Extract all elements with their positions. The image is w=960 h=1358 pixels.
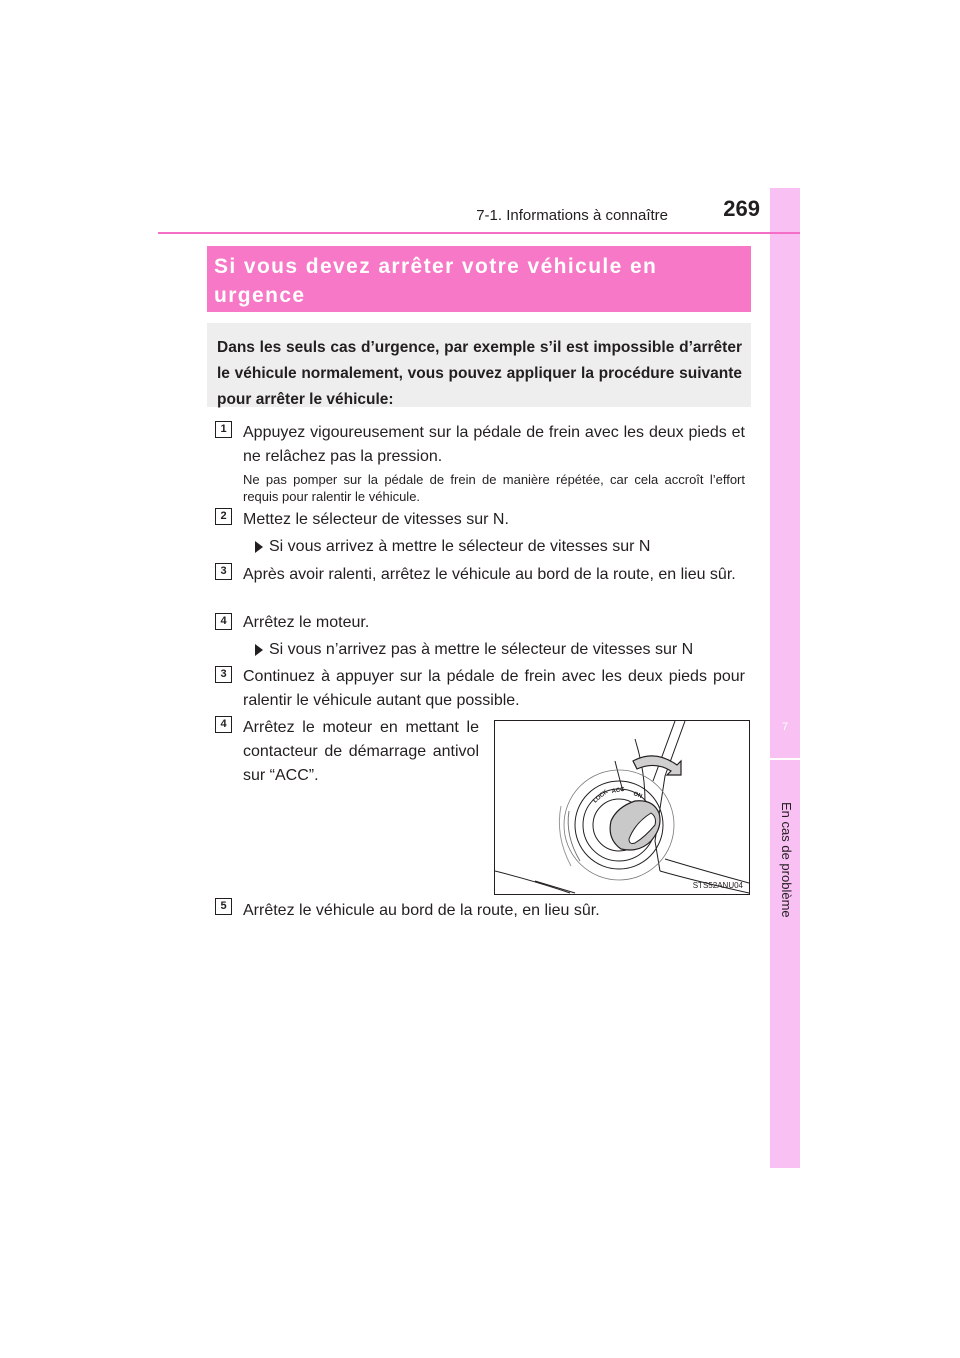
- arrow-right-icon: [255, 644, 263, 656]
- condition-item: [255, 638, 745, 662]
- arrow-right-icon: [255, 541, 263, 553]
- section-title: Si vous devez arrêter votre véhicule en urgence: [214, 255, 658, 307]
- step-number-badge: 5: [215, 898, 232, 915]
- step-text: Appuyez vigoureusement sur la pédale de frein avec les deux pieds et ne relâchez pas la pression.: [243, 424, 745, 465]
- condition-text: Si vous arrivez à mettre le sélecteur de vitesses sur N: [269, 538, 651, 555]
- chapter-number: 7: [781, 721, 789, 733]
- step-number-badge: 3: [215, 563, 232, 580]
- chapter-title: En cas de problème: [779, 802, 794, 918]
- step-number-badge: 4: [215, 613, 232, 630]
- side-tab-divider: [770, 758, 800, 760]
- intro-text: Dans les seuls cas d’urgence, par exemple s’il est impossible d’arrêter le véhicule normalement, vous pouvez appliquer la procédure suivante pour arrêter le véhicule:: [217, 339, 742, 408]
- acc-label: ACC: [611, 786, 626, 795]
- step-text: Mettez le sélecteur de vitesses sur N.: [243, 511, 509, 528]
- ignition-switch-figure: [494, 720, 750, 895]
- step-text: Après avoir ralenti, arrêtez le véhicule au bord de la route, en lieu sûr.: [243, 566, 736, 583]
- turn-arrow-icon: [633, 756, 681, 775]
- page-number: 269: [723, 196, 760, 221]
- intro-box: [207, 323, 751, 407]
- key-icon: [610, 801, 660, 850]
- step-text: Continuez à appuyer sur la pédale de frein avec les deux pieds pour ralentir le véhicule autant que possible.: [243, 668, 745, 709]
- step-number-badge: 2: [215, 508, 232, 525]
- on-label: ON: [632, 791, 643, 800]
- header-rule: [158, 232, 800, 234]
- ignition-key-illustration: [495, 721, 749, 894]
- step-text: Arrêtez le véhicule au bord de la route, en lieu sûr.: [243, 902, 600, 919]
- step-text: Arrêtez le moteur en mettant le contacteur de démarrage antivol sur “ACC”.: [243, 719, 479, 784]
- step-number-badge: 3: [215, 666, 232, 683]
- step-text: Arrêtez le moteur.: [243, 614, 370, 631]
- step-number-badge: 1: [215, 421, 232, 438]
- lock-label: LOCK: [592, 789, 610, 805]
- section-title-box: [207, 246, 751, 312]
- figure-code: STS52ANU04: [692, 881, 743, 890]
- condition-item: [255, 535, 745, 559]
- step-number-badge: 4: [215, 716, 232, 733]
- step-note: Ne pas pomper sur la pédale de frein de manière répétée, car cela accroît l’effort requis pour ralentir le véhicule.: [243, 472, 745, 504]
- chapter-side-tab: [770, 188, 800, 1168]
- condition-text: Si vous n’arrivez pas à mettre le sélecteur de vitesses sur N: [269, 641, 694, 658]
- header-section-title: 7-1. Informations à connaître: [476, 207, 668, 224]
